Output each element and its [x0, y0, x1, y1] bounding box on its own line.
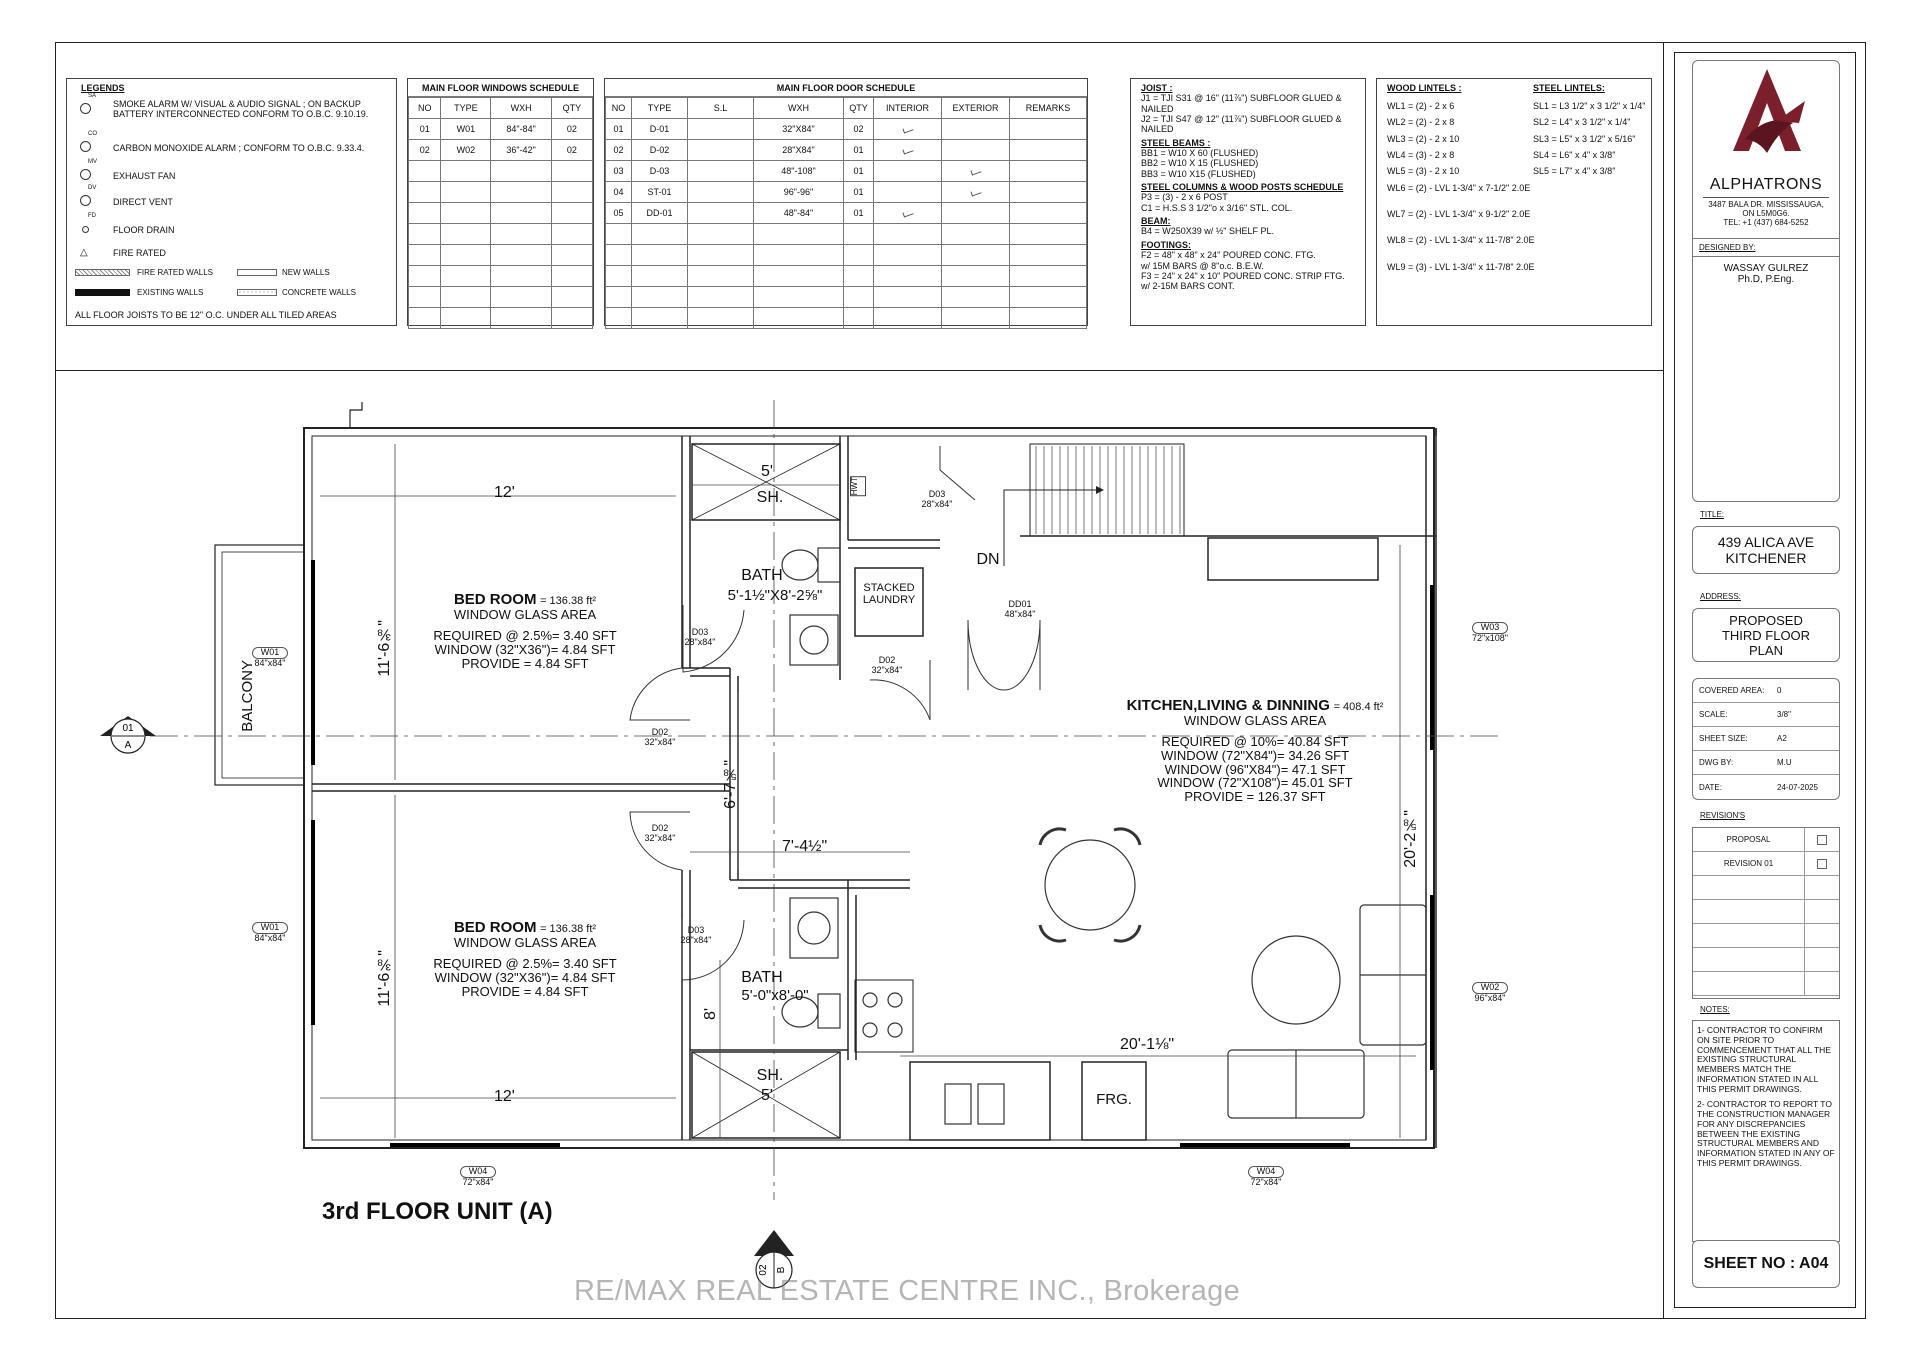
window-tag: W01 84"x84" — [244, 922, 296, 944]
company-address-1: 3487 BALA DR. MISSISSAUGA, — [1708, 200, 1824, 209]
list-item: WL3 = (2) - 2 x 10 — [1387, 133, 1460, 144]
bedroom-1-label — [410, 592, 640, 670]
room-calc: WINDOW (72"X84")= 34.26 SFT — [1160, 748, 1350, 764]
table-cell: 02 — [409, 140, 441, 161]
balcony-label: BALCONY — [239, 660, 256, 732]
section-letter: A — [124, 740, 132, 751]
legend-item-text: EXHAUST FAN — [113, 171, 176, 181]
door-swings — [630, 446, 1040, 980]
note-2: 2- CONTRACTOR TO REPORT TO THE CONSTRUCTION MANAGER FOR ANY DISCREPANCIES BETWEEN THE EXISTING STRUCTURAL MEMBERS AND INFORMATION STATED IN ANY OF THIS PERMIT DRAWINGS. — [1697, 1099, 1835, 1168]
col-header: QTY — [551, 98, 592, 119]
table-cell: 01 — [844, 203, 874, 224]
list-item: SL2 = L4" x 3 1/2" x 1/4" — [1533, 117, 1631, 128]
beam-title: BEAM: — [1141, 216, 1171, 227]
legend-note: ALL FLOOR JOISTS TO BE 12" O.C. UNDER ALL TILED AREAS — [75, 310, 337, 320]
list-item: SL4 = L6" x 4" x 3/8" — [1533, 150, 1616, 161]
windows-schedule-title: MAIN FLOOR WINDOWS SCHEDULE — [408, 79, 593, 97]
info-row — [1693, 679, 1839, 703]
list-item: BB3 = W10 X15 (FLUSHED) — [1141, 168, 1256, 179]
designed-by-label: DESIGNED BY: — [1699, 242, 1756, 252]
window-tag: W02 96"x84" — [1462, 982, 1518, 1004]
note-1: 1- CONTRACTOR TO CONFIRM ON SITE PRIOR TO COMMENCEMENT THAT ALL THE EXISTING STRUCTURAL MEMBERS MATCH THE INFORMATION STATED IN ALL THIS PERMIT DRAWINGS. — [1697, 1025, 1831, 1094]
list-item: J1 = TJI S31 @ 16" (11⅞") SUBFLOOR GLUED & NAILED — [1141, 93, 1342, 114]
revision-checkbox[interactable] — [1817, 835, 1827, 845]
legend-concrete-walls: CONCRETE WALLS — [282, 288, 356, 297]
company-phone: TEL: +1 (437) 684-5252 — [1723, 218, 1809, 228]
table-cell: W01 — [441, 119, 491, 140]
title-label: TITLE: — [1700, 510, 1725, 519]
revision-label — [1693, 924, 1805, 947]
col-header: S.L — [688, 98, 754, 119]
info-value: 0 — [1777, 686, 1782, 695]
dim-label: 11'-6⅜" — [376, 620, 393, 677]
sink-icon — [790, 898, 838, 958]
table-cell: D-02 — [632, 140, 688, 161]
door-swing — [630, 668, 690, 720]
table-cell: 02 — [844, 119, 874, 140]
bath-2-label: BATH — [741, 969, 783, 986]
designer-name: WASSAY GULREZ — [1723, 262, 1809, 274]
room-calc: PROVIDE = 126.37 SFT — [1184, 788, 1326, 804]
list-item: WL8 = (2) - LVL 1-3/4" x 11-7/8" 2.0E — [1387, 235, 1535, 246]
table-cell: 84"-84" — [491, 119, 551, 140]
door-swing — [968, 620, 1004, 690]
joist-title: JOIST : — [1141, 83, 1173, 93]
bath-2-size: 5'-0"x8'-0" — [741, 987, 809, 1004]
door-tag: D03 28"x84" — [680, 925, 712, 945]
exhaust-fan-icon: MV — [75, 165, 97, 181]
columns-title: STEEL COLUMNS & WOOD POSTS SCHEDULE — [1141, 182, 1344, 193]
room-subtitle: WINDOW GLASS AREA — [453, 934, 597, 950]
co-alarm-icon: CO — [75, 137, 97, 153]
list-item: BB1 = W10 X 60 (FLUSHED) — [1141, 148, 1259, 159]
floor-drain-icon: FD — [75, 219, 97, 235]
table-cell: 01 — [606, 119, 632, 140]
info-value: 24-07-2025 — [1777, 782, 1818, 792]
dim-label: 7'-4½" — [782, 838, 828, 855]
kitchen-counter — [1208, 538, 1378, 580]
revision-label — [1693, 876, 1805, 899]
room-calc: PROVIDE = 4.84 SFT — [461, 655, 589, 671]
section-number: 02 — [758, 1264, 769, 1276]
legend-item-text: DIRECT VENT — [113, 197, 173, 207]
table-cell: 48"-108" — [754, 161, 844, 182]
section-marker-01 — [100, 716, 156, 753]
door-swing — [1004, 620, 1040, 690]
revision-label — [1693, 972, 1805, 995]
legend-item-text: CARBON MONOXIDE ALARM ; CONFORM TO O.B.C. 9.33.4. — [113, 143, 365, 153]
door-tag: DD01 48"x84" — [1004, 599, 1036, 619]
watermark: RE/MAX REAL ESTATE CENTRE INC., Brokerage — [574, 1275, 1241, 1307]
col-header: QTY — [844, 98, 874, 119]
table-cell: 36"-42" — [491, 140, 551, 161]
list-item: w/ 15M BARS @ 8"o.c. B.E.W. — [1141, 260, 1264, 271]
info-label: SHEET SIZE: — [1699, 734, 1748, 743]
table-cell: DD-01 — [632, 203, 688, 224]
table-cell: 04 — [606, 182, 632, 203]
company-card — [1692, 60, 1840, 502]
stair-down-label: DN — [976, 551, 1000, 568]
room-calc: WINDOW (96"X84")= 47.1 SFT — [1164, 761, 1346, 777]
col-header: EXTERIOR — [942, 98, 1010, 119]
smoke-alarm-icon: SA — [75, 99, 97, 115]
table-cell: 01 — [844, 140, 874, 161]
revision-row — [1693, 876, 1839, 900]
list-item: J2 = TJI S47 @ 12" (11⅞") SUBFLOOR GLUED & NAILED — [1141, 114, 1342, 135]
table-cell: W02 — [441, 140, 491, 161]
table-cell: 32"X84" — [754, 119, 844, 140]
door-schedule-title: MAIN FLOOR DOOR SCHEDULE — [605, 79, 1087, 97]
col-header: INTERIOR — [874, 98, 942, 119]
room-subtitle: WINDOW GLASS AREA — [453, 606, 597, 622]
info-value: A2 — [1777, 734, 1787, 743]
window-tag: W04 72"x84" — [1238, 1166, 1294, 1188]
drawing-title: PROPOSED THIRD FLOOR PLAN — [1692, 608, 1840, 662]
table-cell: 48"-84" — [754, 203, 844, 224]
table-cell: 01 — [844, 161, 874, 182]
kitchen-lower-counter — [910, 1062, 1050, 1140]
list-item: WL9 = (3) - LVL 1-3/4" x 11-7/8" 2.0E — [1387, 261, 1535, 272]
table-cell: 96"-96" — [754, 182, 844, 203]
legend-new-walls: NEW WALLS — [282, 268, 330, 277]
list-item: WL2 = (2) - 2 x 8 — [1387, 117, 1455, 128]
legend-item-text: SMOKE ALARM W/ VISUAL & AUDIO SIGNAL ; ON BACKUP BATTERY INTERCONNECTED CONFORM TO O.B.C. 9.10.19. — [113, 99, 369, 120]
list-item: WL1 = (2) - 2 x 6 — [1387, 101, 1455, 111]
list-item: B4 = W250X39 w/ ½" SHELF PL. — [1141, 226, 1275, 237]
info-row — [1693, 775, 1839, 799]
table-cell: D-01 — [632, 119, 688, 140]
list-item: P3 = (3) - 2 x 6 POST — [1141, 192, 1228, 203]
fire-rated-icon: △ — [80, 247, 88, 258]
col-header: NO — [606, 98, 632, 119]
window-tag: W01 84"x84" — [244, 647, 296, 669]
list-item: SL5 = L7" x 4" x 3/8" — [1533, 166, 1616, 177]
window-tag: W04 72"x84" — [450, 1166, 506, 1188]
table-cell: ST-01 — [632, 182, 688, 203]
footings-title: FOOTINGS: — [1141, 239, 1191, 250]
table-cell: 02 — [551, 119, 592, 140]
door-tag: D02 32"x84" — [871, 655, 903, 675]
door-tag: D02 32"x84" — [644, 727, 676, 747]
company-address-2: ON L5M0G6. — [1742, 209, 1790, 219]
col-header: WXH — [491, 98, 551, 119]
list-item: F3 = 24" x 24" x 10" POURED CONC. STRIP FTG. — [1141, 270, 1345, 281]
door-tag: D03 28"x84" — [921, 489, 953, 509]
project-title: 439 ALICA AVE KITCHENER — [1692, 526, 1840, 574]
dim-label: 12' — [494, 484, 515, 501]
info-label: DWG BY: — [1699, 758, 1734, 767]
table-cell: 01 — [844, 182, 874, 203]
wood-lintels-title: WOOD LINTELS : — [1387, 83, 1462, 93]
steel-beams-title: STEEL BEAMS : — [1141, 137, 1211, 148]
list-item: WL7 = (2) - LVL 1-3/4" x 9-1/2" 2.0E — [1387, 209, 1531, 220]
alphatrons-logo-icon — [1693, 61, 1841, 171]
info-label: COVERED AREA: — [1699, 686, 1765, 695]
revisions-label: REVISION'S — [1700, 811, 1746, 820]
door-tag: D02 32"x84" — [644, 823, 676, 843]
direct-vent-icon: DV — [75, 191, 97, 207]
revision-row — [1693, 852, 1839, 876]
revision-row — [1693, 900, 1839, 924]
legend-item-text: FLOOR DRAIN — [113, 225, 175, 235]
laundry-label: STACKED LAUNDRY — [862, 582, 916, 606]
info-value: M.U — [1777, 758, 1792, 767]
room-area: = 136.38 ft² — [540, 595, 597, 607]
table-cell: 05 — [606, 203, 632, 224]
table-cell: D-03 — [632, 161, 688, 182]
room-area: = 136.38 ft² — [540, 923, 597, 935]
room-name: BED ROOM — [453, 591, 537, 608]
list-item: WL4 = (3) - 2 x 8 — [1387, 150, 1455, 161]
legend-title: LEGENDS — [81, 83, 125, 93]
legend-fire-rated-walls: FIRE RATED WALLS — [137, 268, 214, 277]
info-value: 3/8" — [1777, 710, 1791, 719]
table-cell: 01 — [409, 119, 441, 140]
table-cell: 02 — [606, 140, 632, 161]
dim-label: 20'-2⅝" — [1402, 810, 1419, 868]
water-heater-label: HWT — [850, 476, 866, 496]
dim-label: 6'-7⅝" — [722, 760, 739, 809]
revision-checkbox[interactable] — [1817, 859, 1827, 869]
legend-item-text: FIRE RATED — [113, 248, 166, 258]
room-name: BED ROOM — [453, 919, 537, 936]
revision-row — [1693, 948, 1839, 972]
room-calc: WINDOW (72"X108")= 45.01 SFT — [1157, 775, 1353, 791]
list-item: WL5 = (3) - 2 x 10 — [1387, 166, 1460, 177]
room-calc: REQUIRED @ 2.5%= 3.40 SFT — [433, 628, 617, 644]
info-row — [1693, 751, 1839, 775]
room-subtitle: WINDOW GLASS AREA — [1183, 712, 1327, 728]
room-calc: WINDOW (32"X36")= 4.84 SFT — [434, 642, 616, 658]
revisions-table — [1692, 827, 1840, 999]
list-item: SL3 = L5" x 3 1/2" x 5/16" — [1533, 133, 1636, 144]
col-header: TYPE — [441, 98, 491, 119]
info-row — [1693, 703, 1839, 727]
kitchen-label — [1090, 698, 1420, 804]
dim-label: 8' — [702, 1008, 719, 1020]
dim-label: 20'-1⅛" — [1120, 1036, 1175, 1053]
revision-row — [1693, 828, 1839, 852]
list-item: SL1 = L3 1/2" x 3 1/2" x 1/4" — [1533, 101, 1646, 111]
sink-icon — [790, 615, 838, 665]
col-header: REMARKS — [1010, 98, 1087, 119]
stove — [855, 980, 913, 1052]
coffee-table — [1252, 936, 1340, 1024]
list-item: C1 = H.S.S 3 1/2"o x 3/16" STL. COL. — [1141, 202, 1293, 213]
window-tag: W03 72"x108" — [1472, 622, 1508, 643]
list-item: w/ 2-15M BARS CONT. — [1141, 281, 1235, 292]
dim-label: 12' — [494, 1088, 515, 1105]
door-tag: D03 28"x84" — [684, 627, 716, 647]
revision-row — [1693, 972, 1839, 996]
shower-1-dim: 5' — [761, 463, 773, 480]
col-header: WXH — [754, 98, 844, 119]
room-calc: PROVIDE = 4.84 SFT — [461, 983, 589, 999]
dim-label: 11'-6⅜" — [376, 950, 393, 1007]
table-cell: 03 — [606, 161, 632, 182]
title-block-divider — [1663, 42, 1664, 1319]
address-label: ADDRESS: — [1700, 592, 1741, 601]
revision-row — [1693, 924, 1839, 948]
room-name: BATH — [741, 567, 783, 584]
table-cell: 28"X84" — [754, 140, 844, 161]
room-name: KITCHEN,LIVING & DINNING — [1126, 697, 1330, 714]
notes-label: NOTES: — [1700, 1005, 1730, 1014]
info-label: SCALE: — [1699, 710, 1728, 719]
notes-card — [1692, 1020, 1840, 1242]
company-name: ALPHATRONS — [1709, 176, 1823, 193]
info-row — [1693, 727, 1839, 751]
fixtures — [782, 548, 1426, 1124]
room-calc: WINDOW (32"X36")= 4.84 SFT — [434, 970, 616, 986]
shower-2-label: SH. — [756, 1067, 784, 1084]
list-item: BB2 = W10 X 15 (FLUSHED) — [1141, 158, 1259, 169]
list-item: WL6 = (2) - LVL 1-3/4" x 7-1/2" 2.0E — [1387, 182, 1531, 193]
info-label: DATE: — [1699, 782, 1722, 792]
legend-existing-walls: EXISTING WALLS — [137, 288, 204, 297]
list-item: F2 = 48" x 48" x 24" POURED CONC. FTG. — [1141, 250, 1316, 261]
steel-lintels-title: STEEL LINTELS: — [1533, 83, 1605, 93]
bedroom-2-label — [410, 920, 640, 998]
plan-title: 3rd FLOOR UNIT (A) — [322, 1198, 553, 1225]
shower-1-label: SH. — [756, 489, 784, 506]
revision-label: PROPOSAL — [1693, 828, 1805, 851]
shower-2-dim: 5' — [761, 1087, 773, 1104]
col-header: NO — [409, 98, 441, 119]
bath-1-label — [712, 568, 812, 585]
wall-notch — [350, 402, 362, 428]
table-cell: 02 — [551, 140, 592, 161]
col-header: TYPE — [632, 98, 688, 119]
room-area: = 408.4 ft² — [1333, 701, 1384, 713]
bath-1-size: 5'-1½"X8'-2⅝" — [727, 587, 823, 604]
fridge-label: FRG. — [1096, 1091, 1132, 1108]
section-letter: B — [776, 1266, 787, 1274]
drawing-info-card — [1692, 678, 1840, 800]
designer-credentials: Ph.D, P.Eng. — [1737, 274, 1795, 286]
revision-label — [1693, 900, 1805, 923]
room-calc: REQUIRED @ 10%= 40.84 SFT — [1161, 734, 1349, 750]
section-number: 01 — [122, 723, 134, 734]
revision-label — [1693, 948, 1805, 971]
sheet-number: SHEET NO : A04 — [1692, 1240, 1840, 1288]
dining-table — [1045, 840, 1135, 930]
room-calc: REQUIRED @ 2.5%= 3.40 SFT — [433, 956, 617, 972]
revision-label: REVISION 01 — [1693, 852, 1805, 875]
